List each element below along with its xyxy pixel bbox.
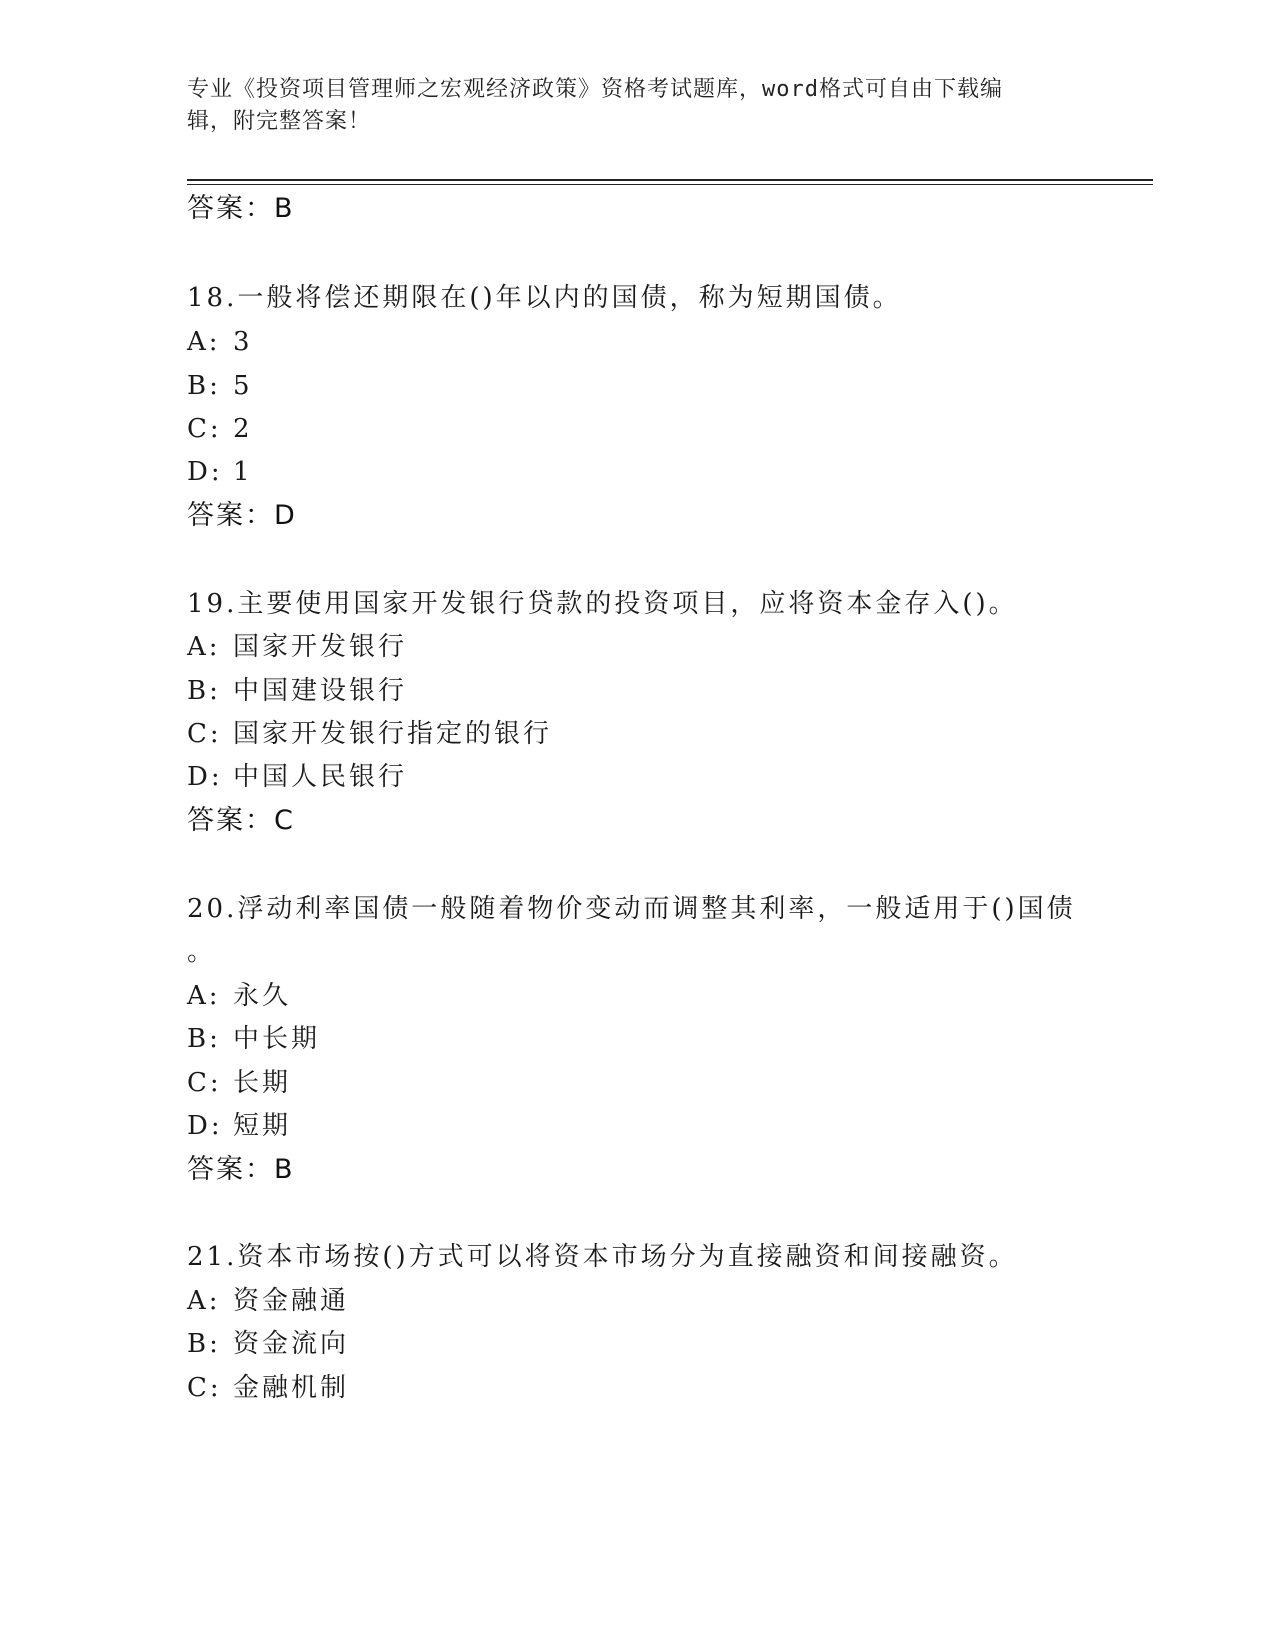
option-text: 短期 — [233, 1111, 292, 1141]
question-20-stem-continuation: 。 — [187, 937, 217, 967]
option-key: C: — [187, 1068, 222, 1098]
question-20-option-b — [187, 1023, 320, 1055]
question-20-option-d — [187, 1110, 291, 1142]
previous-answer: 答案：B — [187, 193, 295, 224]
option-text: 2 — [233, 414, 253, 444]
question-18-option-b — [187, 370, 253, 402]
question-19-stem: 19.主要使用国家开发银行贷款的投资项目，应将资本金存入()。 — [187, 589, 1018, 619]
header-line-2: 辑，附完整答案！ — [187, 109, 372, 134]
option-text: 中国人民银行 — [233, 762, 408, 792]
question-20-answer: 答案：B — [187, 1154, 295, 1185]
option-text: 3 — [233, 327, 253, 357]
option-key: B: — [187, 1024, 221, 1054]
option-text: 资金融通 — [233, 1286, 350, 1316]
option-key: D: — [187, 1111, 223, 1141]
option-key: B: — [187, 371, 221, 401]
option-text: 中长期 — [233, 1024, 321, 1054]
option-key: A: — [187, 1286, 221, 1316]
question-18-answer: 答案：D — [187, 500, 297, 531]
question-19-option-d — [187, 761, 407, 793]
question-21-option-a — [187, 1285, 349, 1317]
question-18-option-d — [187, 456, 253, 488]
option-text: 中国建设银行 — [233, 676, 408, 706]
option-text: 国家开发银行 — [233, 632, 408, 662]
question-19-option-a — [187, 631, 407, 663]
option-text: 5 — [233, 371, 253, 401]
option-key: B: — [187, 676, 221, 706]
question-18-stem: 18.一般将偿还期限在()年以内的国债，称为短期国债。 — [187, 283, 902, 313]
option-key: D: — [187, 457, 223, 487]
option-key: A: — [187, 632, 221, 662]
option-key: D: — [187, 762, 223, 792]
option-text: 1 — [233, 457, 253, 487]
question-19-option-b — [187, 675, 407, 707]
question-18-option-c — [187, 413, 253, 445]
header-divider-thick — [187, 179, 1153, 181]
option-text: 金融机制 — [233, 1373, 350, 1403]
option-key: A: — [187, 981, 221, 1011]
option-text: 长期 — [233, 1068, 292, 1098]
question-21-option-b — [187, 1328, 349, 1360]
question-18-option-a — [187, 326, 253, 358]
question-21-option-c — [187, 1372, 349, 1404]
question-20-option-a — [187, 980, 291, 1012]
option-key: C: — [187, 1373, 222, 1403]
option-key: C: — [187, 414, 222, 444]
option-key: B: — [187, 1329, 221, 1359]
option-key: C: — [187, 719, 222, 749]
header-divider-thin — [187, 184, 1153, 185]
option-key: A: — [187, 327, 221, 357]
header-line-1: 专业《投资项目管理师之宏观经济政策》资格考试题库，word格式可自由下载编 — [187, 77, 1003, 102]
option-text: 资金流向 — [233, 1329, 350, 1359]
question-20-option-c — [187, 1067, 291, 1099]
question-20-stem: 20.浮动利率国债一般随着物价变动而调整其利率，一般适用于()国债 — [187, 894, 1076, 924]
option-text: 国家开发银行指定的银行 — [233, 719, 553, 749]
option-text: 永久 — [233, 981, 292, 1011]
document-header — [187, 74, 1067, 138]
question-21-stem: 21.资本市场按()方式可以将资本市场分为直接融资和间接融资。 — [187, 1242, 1018, 1272]
question-19-answer: 答案：C — [187, 805, 295, 836]
question-19-option-c — [187, 718, 552, 750]
